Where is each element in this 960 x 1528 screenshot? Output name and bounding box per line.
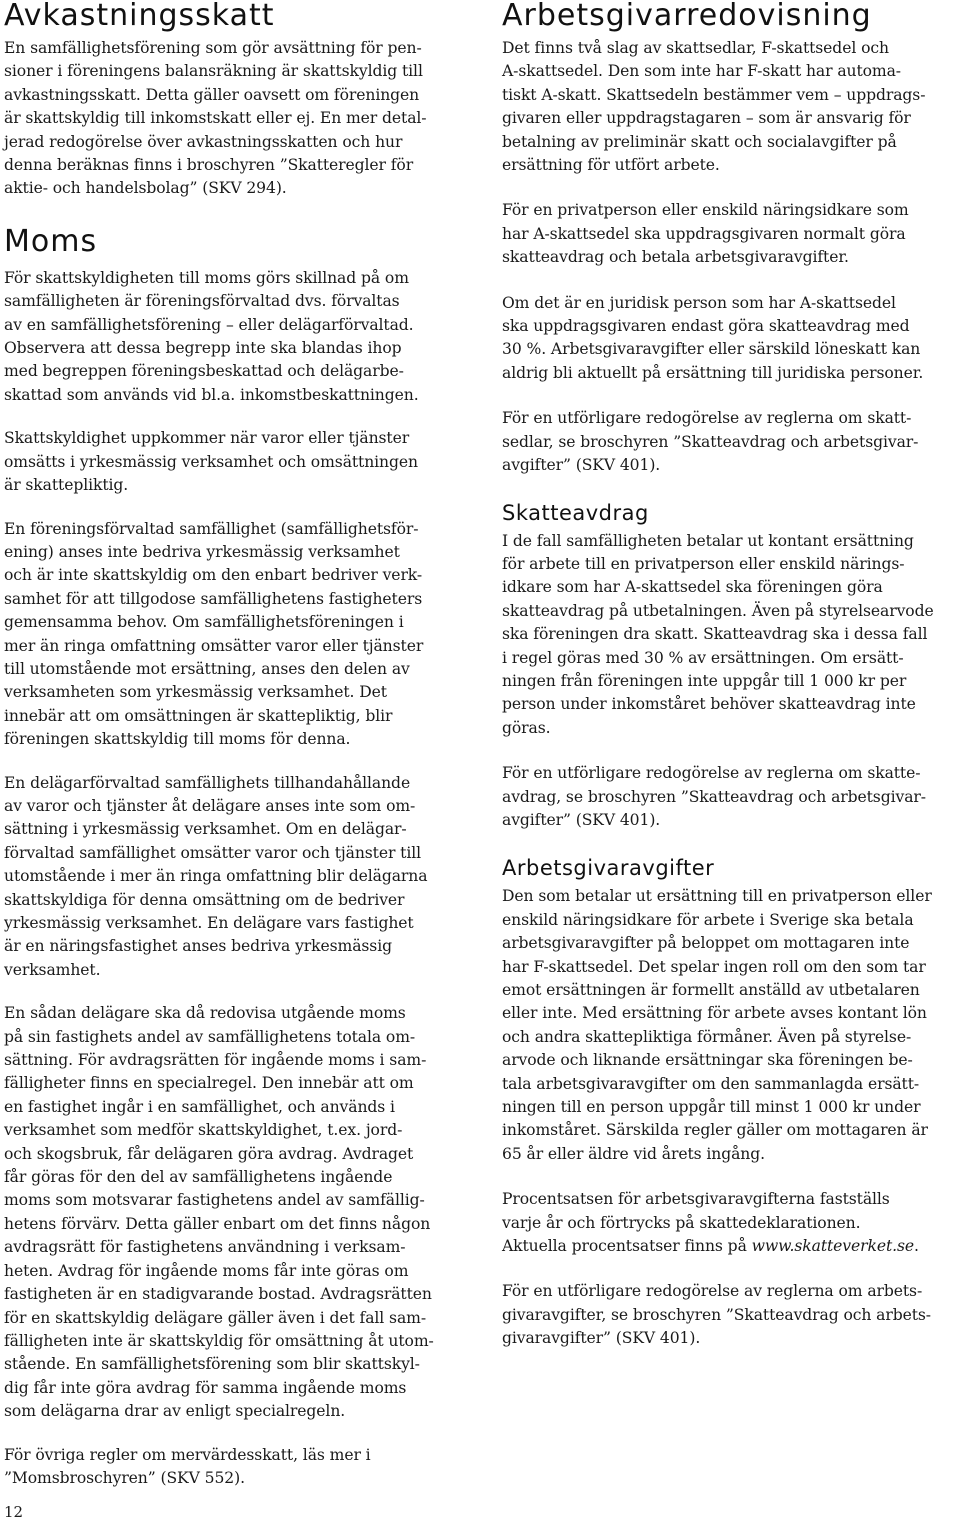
moms-paragraph-6: För övriga regler om mervärdesskatt, läs mer i ”Momsbroschyren” (SKV 552).	[4, 1445, 371, 1487]
percent-rates-text: Procentsatsen för arbetsgivaravgifterna fastställs varje år och förtrycks på skattedeklarationen. Aktuella procentsatser finns på	[502, 1190, 890, 1256]
left-column	[4, 0, 466, 1490]
arbetsgivarredovisning-paragraph-3: Om det är en juridisk person som har A-skattsedel ska uppdragsgivaren endast göra skatteavdrag med 30 %. Arbetsgivaravgifter eller särskild löneskatt kan aldrig bli aktuellt på ersättning till juridiska personer.	[502, 293, 924, 382]
moms-paragraph-4: En delägarförvaltad samfällighets tillhandahållande av varor och tjänster åt delägare anses inte som om- sättning i yrkesmässig verksamhet. Om en delägar- förvaltad samfällighet omsätter varor och tjänster till utomstående i mer än ringa omfattning blir delägarna skattskyldiga för denna omsättning om de bedriver yrkesmässig verksamhet. En delägare vars fastighet är en näringsfastighet anses bedriva yrkesmässig verksamhet.	[4, 773, 428, 979]
arbetsgivarredovisning-paragraph-4: För en utförligare redogörelse av reglerna om skatt- sedlar, se broschyren ”Skatteavdrag och arbetsgivar- avgifter” (SKV 401).	[502, 409, 919, 475]
skatteavdrag-paragraph-2: För en utförligare redogörelse av reglerna om skatte- avdrag, se broschyren ”Skatteavdrag och arbetsgivar- avgifter” (SKV 401).	[502, 764, 926, 829]
heading-arbetsgivarredovisning: Arbetsgivarredovisning	[502, 0, 872, 33]
heading-skatteavdrag: Skatteavdrag	[502, 500, 649, 525]
arbetsgivaravgifter-paragraph-1: Den som betalar ut ersättning till en privatperson eller enskild näringsidkare för arbete i Sverige ska betala arbetsgivaravgifter på beloppet om mottagaren inte har F-skattsedel. Det spelar ingen roll om den som tar emot ersättningen är formellt anställd av utbetalaren eller inte. Med ersättning för arbete avses kontant lön och andra skattepliktiga förmåner. Även på styrelse- arvode och liknande ersättningar ska föreningen be- tala arbetsgivaravgifter om den sammanlagda ersätt- ningen till en person uppgår till minst 1 000 kr under inkomståret. Särskilda regler gäller om mottagaren är 65 år eller äldre vid årets ingång.	[502, 887, 932, 1163]
moms-paragraph-5: En sådan delägare ska då redovisa utgående moms på sin fastighets andel av samfällighetens totala om- sättning. För avdragsrätten för ingående moms i sam- fälligheter finns en specialregel. Den innebär att om en fastighet ingår i en samfällighet, och används i verksamhet som medför skattskyldighet, t.ex. jord- och skogsbruk, får delägaren göra avdrag. Avdraget får göras för den del av samfällighetens ingående moms som motsvarar fastighetens andel av samfällig- hetens förvärv. Detta gäller enbart om det finns någon avdragsrätt för fastighetens användning i verksam- heten. Avdrag för ingående moms får inte göras om fastigheten är en stadigvarande bostad. Avdragsrätten för en skattskyldig delägare gäller även i det fall sam- fälligheten inte är skattskyldig för omsättning åt utom- stående. En samfällighetsförening som blir skattskyl- dig får inte göra avdrag för samma ingående moms som delägarna drar av enligt specialregeln.	[4, 1004, 434, 1421]
heading-moms: Moms	[4, 223, 98, 259]
moms-paragraph-3: En föreningsförvaltad samfällighet (samfällighetsför- ening) anses inte bedriva yrkesmässig verksamhet och är inte skattskyldig om den enbart bedriver verk- samhet för att tillgodose samfällighetens fastigheters gemensamma behov. Om samfällighetsföreningen i mer än ringa omfattning omsätter varor eller tjänster till utomstående mot ersättning, anses den delen av verksamheten som yrkesmässig verksamhet. Det innebär att om omsättningen är skattepliktig, blir föreningen skattskyldig till moms för denna.	[4, 519, 424, 749]
heading-avkastningsskatt: Avkastningsskatt	[4, 0, 275, 33]
avkastningsskatt-paragraph: En samfällighetsförening som gör avsättning för pen- sioner i föreningens balansräkning är skattskyldig till avkastningsskatt. Detta gäller oavsett om föreningen är skattskyldig till inkomstskatt eller ej. En mer detal- jerad redogörelse över avkastningsskatten och hur denna beräknas finns i broschyren ”Skatteregler för aktie- och handelsbolag” (SKV 294).	[4, 39, 427, 198]
page-number: 12	[4, 1503, 24, 1521]
arbetsgivaravgifter-paragraph-2	[502, 1188, 956, 1258]
heading-arbetsgivaravgifter: Arbetsgivaravgifter	[502, 856, 715, 881]
link-suffix: .	[914, 1237, 919, 1256]
arbetsgivarredovisning-paragraph-1: Det finns två slag av skattsedlar, F-skattsedel och A-skattsedel. Den som inte har F-skatt har automa- tiskt A-skatt. Skattsedeln bestämmer vem – uppdrags- givaren eller uppdragstagaren – som är ansvarig för betalning av preliminär skatt och socialavgifter på ersättning för utfört arbete.	[502, 39, 926, 175]
arbetsgivarredovisning-paragraph-2: För en privatperson eller enskild näringsidkare som har A-skattsedel ska uppdragsgivaren normalt göra skatteavdrag och betala arbetsgivaravgifter.	[502, 201, 909, 267]
skatteavdrag-paragraph-1: I de fall samfälligheten betalar ut kontant ersättning för arbete till en privatperson eller enskild närings- idkare som har A-skattsedel ska föreningen göra skatteavdrag på utbetalningen. Även på styrelsearvode ska föreningen dra skatt. Skatteavdrag ska i dessa fall i regel göras med 30 % av ersättningen. Om ersätt- ningen från föreningen inte uppgår till 1 000 kr per person under inkomståret behöver skatteavdrag inte göras.	[502, 531, 934, 737]
skatteverket-link[interactable]: www.skatteverket.se	[751, 1237, 915, 1256]
moms-paragraph-1: För skattskyldigheten till moms görs skillnad på om samfälligheten är föreningsförvaltad dvs. förvaltas av en samfällighetsförening – eller delägarförvaltad. Observera att dessa begrepp inte ska blandas ihop med begreppen föreningsbeskattad och delägarbe- skattad som används vid bl.a. inkomstbeskattningen.	[4, 268, 419, 404]
moms-paragraph-2: Skattskyldighet uppkommer när varor eller tjänster omsätts i yrkesmässig verksamhet och omsättningen är skattepliktig.	[4, 429, 418, 495]
right-column	[502, 0, 956, 1351]
arbetsgivaravgifter-paragraph-3: För en utförligare redogörelse av reglerna om arbets- givaravgifter, se broschyren ”Skatteavdrag och arbets- givaravgifter” (SKV 401).	[502, 1282, 931, 1348]
